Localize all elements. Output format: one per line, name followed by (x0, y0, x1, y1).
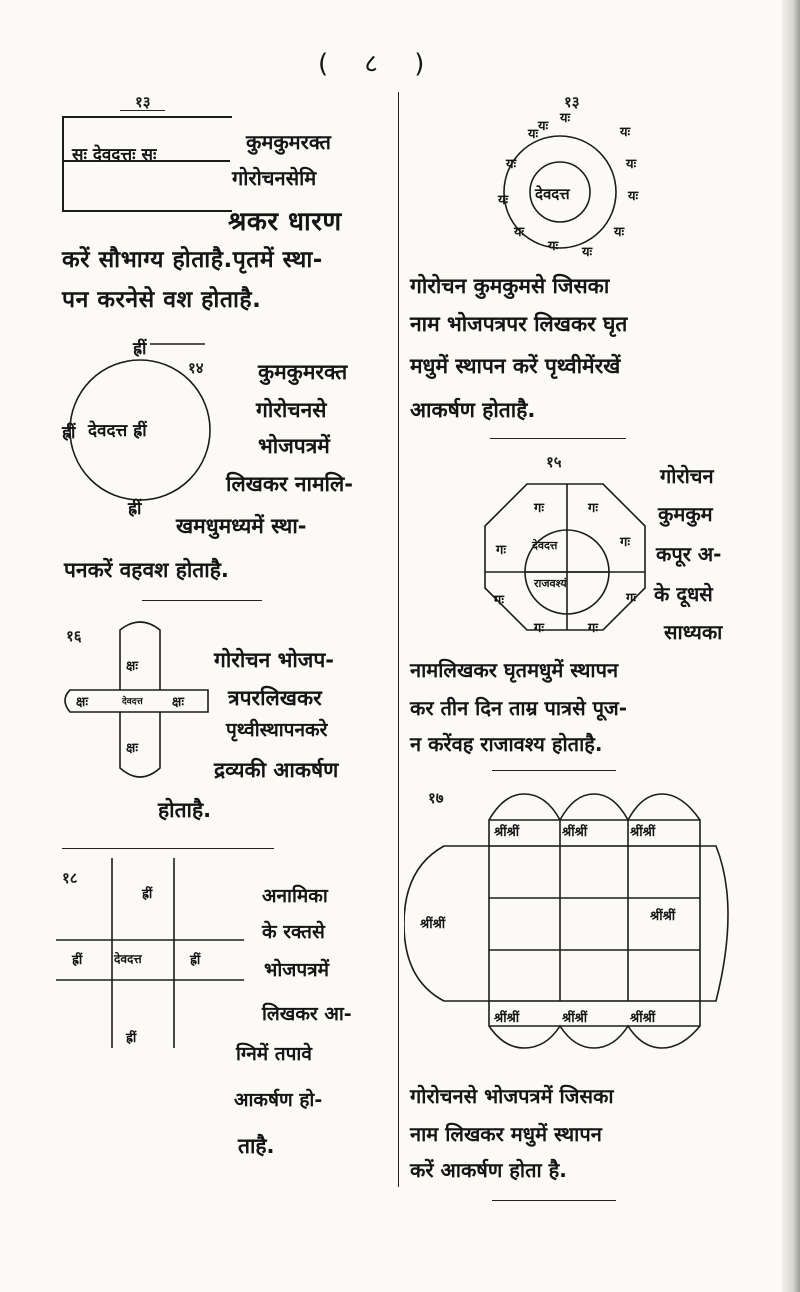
diagram-18-side-3: कपूर अ- (656, 542, 722, 566)
diagram-19-line-2: नाम लिखकर मधुमें स्थापन (410, 1122, 602, 1146)
diagram-17-number: १३ (564, 93, 580, 111)
diagram-18-cell-8: गः (534, 621, 544, 636)
diagram-14-line-3: भोजपत्रमें (258, 434, 330, 458)
diagram-16-cell-center: देवदत्त (114, 952, 142, 966)
diagram-16-line-6: आकर्षण हो- (234, 1089, 323, 1111)
diagram-18-line-2: कर तीन दिन ताम्र पात्रसे पूज- (410, 696, 628, 720)
diagram-17-ring-10: यः (548, 239, 559, 254)
diagram-17-line-1: गोरोचन कुमकुमसे जिसका (410, 274, 610, 298)
diagram-18-side-2: कुमकुम (658, 502, 713, 526)
diagram-19-cell-top-2: श्रींश्रीं (562, 825, 588, 840)
diagram-14-label-top: ह्रीं (133, 339, 147, 359)
diagram-15-cell-bottom: क्षः (126, 741, 138, 756)
diagram-16-cell-right: ह्रीं (190, 953, 201, 968)
diagram-17-line-4: आकर्षण होताहै. (410, 398, 536, 422)
diagram-17-line-3: मधुमें स्थापन करें पृथ्वीमेंरखें (410, 354, 621, 378)
diagram-15-number: १६ (66, 627, 82, 645)
diagram-16-line-2: के रक्तसे (262, 921, 325, 943)
diagram-15-line-3: पृथ्वीस्थापनकरे (226, 719, 328, 741)
diagram-15-line-4: द्रव्यकी आकर्षण (214, 758, 339, 782)
diagram-13-number: १३ (135, 93, 151, 111)
diagram-16-cell-top: ह्रीं (142, 887, 153, 902)
diagram-13-caption-3: पन करनेसे वश होताहै. (62, 287, 262, 313)
diagram-13-rule (120, 110, 165, 111)
diagram-15-cell-left: क्षः (76, 695, 88, 710)
page-edge (782, 0, 800, 1292)
diagram-18-octagon (475, 472, 655, 652)
diagram-15-cell-center: देवदत्त (122, 697, 143, 707)
diagram-19-line-1: गोरोचनसे भोजपत्रमें जिसका (410, 1084, 614, 1108)
diagram-18-rule (492, 770, 616, 771)
diagram-14-line-1: कुमकुमरक्त (258, 360, 348, 384)
diagram-14-label-left: ह्रीं (62, 423, 76, 443)
diagram-19-cell-bottom-2: श्रींश्रीं (562, 1011, 588, 1026)
diagram-15-cell-top: क्षः (126, 659, 138, 674)
page-number: ( ८ ) (318, 49, 439, 79)
diagram-13-box-text: सः देवदत्तः सः (72, 145, 157, 165)
diagram-16-number: १८ (62, 869, 78, 887)
diagram-16-line-3: भोजपत्रमें (264, 959, 330, 981)
diagram-17-ring-2: यः (620, 125, 631, 140)
diagram-18-cell-9: राजवश्यं (534, 577, 567, 590)
diagram-18-cell-6: गः (494, 593, 504, 608)
diagram-19-cell-left: श्रींश्रीं (420, 917, 446, 932)
diagram-14-line-4: लिखकर नामलि- (226, 472, 353, 496)
diagram-17-ring-1: यः (560, 111, 571, 126)
diagram-15-cell-right: क्षः (172, 695, 184, 710)
diagram-19-cell-top-3: श्रींश्रीं (630, 825, 656, 840)
diagram-18-line-3: न करेंवह राजावश्य होताहै. (410, 732, 603, 756)
diagram-14-line-6: पनकरें वहवश होताहै. (64, 558, 229, 582)
diagram-17-ring-9: यः (514, 225, 525, 240)
diagram-18-side-5: साध्यका (664, 620, 723, 644)
diagram-18-cell-4: देवदत्त (532, 539, 558, 552)
diagram-15-line-1: गोरोचन भोजप- (214, 648, 335, 672)
diagram-18-side-4: के दूधसे (654, 582, 713, 606)
diagram-17-line-2: नाम भोजपत्रपर लिखकर घृत (410, 312, 628, 336)
diagram-13-side-2: गोरोचनसेमि (232, 166, 317, 190)
diagram-16-cell-bottom: ह्रीं (126, 1031, 137, 1046)
diagram-17-ring-7: यः (498, 193, 509, 208)
diagram-19-cell-top-1: श्रींश्रीं (494, 825, 520, 840)
diagram-19-cell-bottom-3: श्रींश्रीं (630, 1011, 656, 1026)
diagram-19-cell-bottom-1: श्रींश्रीं (494, 1011, 520, 1026)
diagram-14-label-bottom: ह्रीं (128, 499, 142, 519)
diagram-18-number: १५ (546, 453, 562, 471)
diagram-16-line-1: अनामिका (262, 885, 328, 907)
diagram-14-center: देवदत्त ह्रीं (88, 421, 147, 441)
diagram-14-rule (142, 600, 262, 601)
diagram-14-line-5: खमधुमध्यमें स्था- (176, 514, 307, 538)
diagram-18-cell-2: गः (588, 501, 598, 516)
column-divider (398, 92, 399, 1187)
diagram-15-line-2: त्रपरलिखकर (228, 686, 322, 710)
diagram-17-ring-12: यः (538, 119, 549, 134)
diagram-17-ring-11: यः (582, 245, 593, 260)
diagram-17-ring-6: यः (628, 189, 639, 204)
diagram-17-center: देवदत्त (535, 185, 570, 203)
diagram-16-grid (56, 848, 256, 1058)
diagram-19-number: १७ (428, 789, 444, 807)
diagram-19-line-3: करें आकर्षण होता है. (410, 1158, 567, 1182)
diagram-18-line-1: नामलिखकर घृतमधुमें स्थापन (410, 658, 619, 682)
diagram-18-cell-5: गः (620, 535, 630, 550)
diagram-14-number: १४ (188, 359, 204, 377)
diagram-17-ring-4: यः (626, 157, 637, 172)
diagram-17-ring-3: यः (528, 127, 539, 142)
diagram-16-line-7: ताहै. (238, 1134, 275, 1158)
diagram-13-caption-1: श्रकर धारण (228, 207, 342, 237)
diagram-19-cell-right: श्रींश्रीं (650, 909, 676, 924)
diagram-17-ring-8: यः (614, 225, 625, 240)
diagram-13-side-1: कुमकुमरक्त (246, 130, 331, 154)
diagram-18-side-1: गोरोचन (660, 464, 714, 488)
diagram-18-cell-7: गः (626, 591, 636, 606)
diagram-13-caption-2: करें सौभाग्य होताहै.पृतमें स्था- (62, 247, 323, 273)
diagram-19-rule (492, 1200, 616, 1201)
diagram-17-ring-5: यः (506, 157, 517, 172)
diagram-14-line-2: गोरोचनसे (256, 398, 327, 422)
diagram-18-cell-1: गः (534, 501, 544, 516)
diagram-16-line-4: लिखकर आ- (262, 1003, 352, 1025)
diagram-16-cell-left: ह्रीं (72, 953, 83, 968)
diagram-16-line-5: ग्निमें तपावे (236, 1043, 312, 1065)
diagram-17-rule (490, 438, 626, 439)
diagram-18-cell-10: गः (588, 621, 598, 636)
diagram-18-cell-3: गः (496, 543, 506, 558)
diagram-15-line-5: होताहै. (158, 798, 212, 822)
